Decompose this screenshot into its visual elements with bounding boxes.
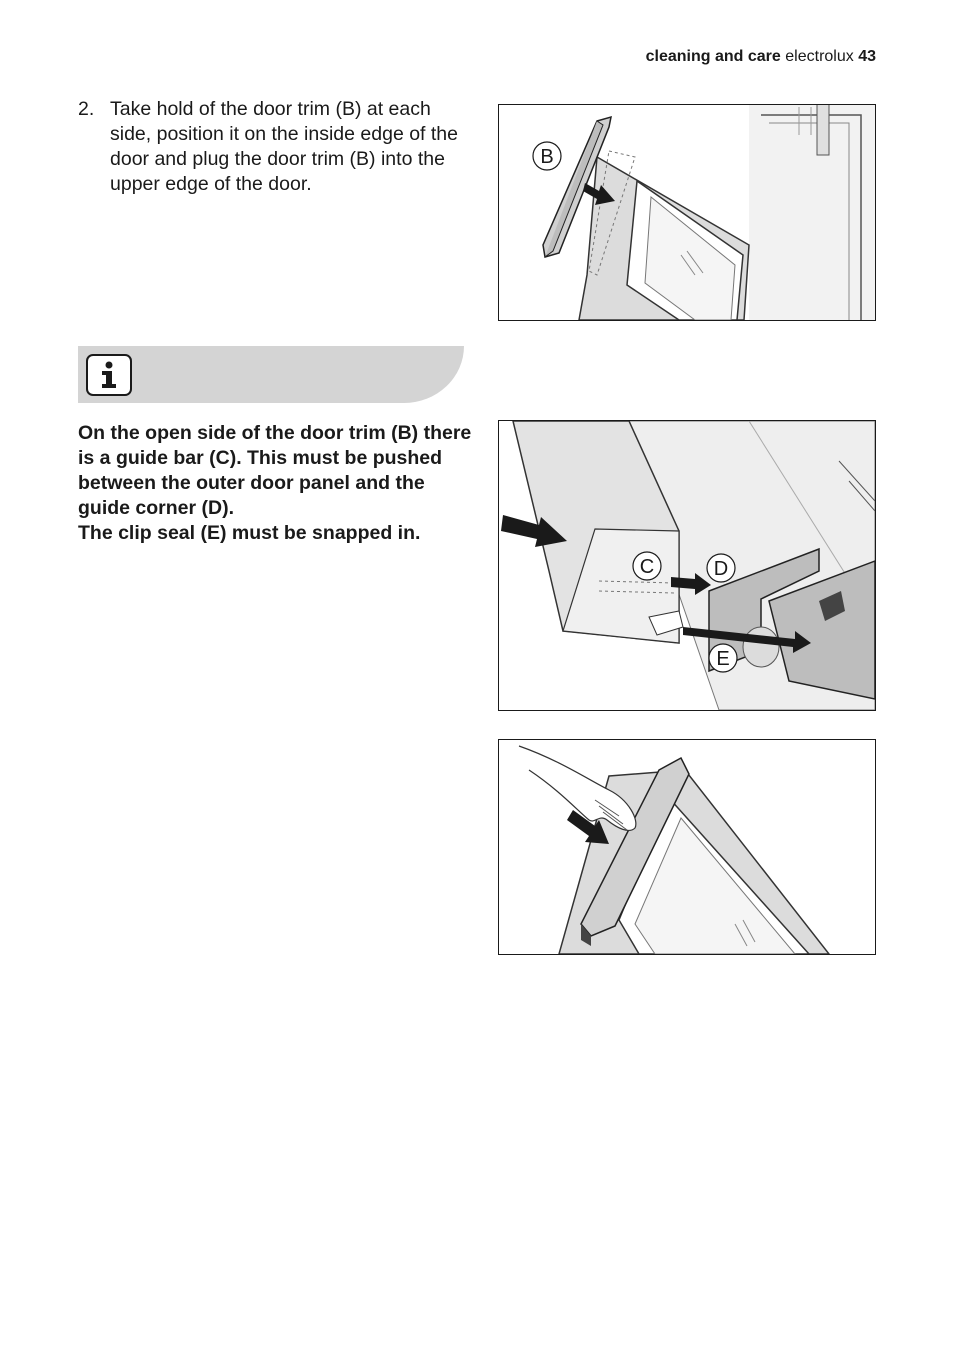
figure-door-trim-fitting	[498, 104, 876, 321]
header-section: cleaning and care	[645, 48, 781, 65]
figure-press-trim	[498, 739, 876, 955]
step-2	[78, 97, 468, 197]
info-note	[78, 421, 478, 546]
info-banner	[78, 346, 464, 403]
step-number: 2.	[78, 98, 95, 120]
page-number: 43	[858, 48, 876, 65]
callout-c: C	[639, 556, 655, 578]
step-text: Take hold of the door trim (B) at each side, position it on the inside edge of the door and plug the door trim (B) into the upper edge of the door.	[110, 98, 458, 195]
callout-e: E	[716, 648, 730, 670]
callout-d: D	[713, 558, 729, 580]
info-icon	[86, 354, 132, 396]
callout-b: B	[540, 146, 554, 168]
figure-guide-bar-detail	[498, 420, 876, 711]
note-clip-seal: The clip seal (E) must be snapped in.	[78, 522, 421, 544]
note-guide-bar: On the open side of the door trim (B) there is a guide bar (C). This must be pushed between the outer door panel and the guide corner (D).	[78, 422, 472, 519]
page-header	[646, 47, 876, 67]
header-brand: electrolux	[785, 48, 854, 65]
